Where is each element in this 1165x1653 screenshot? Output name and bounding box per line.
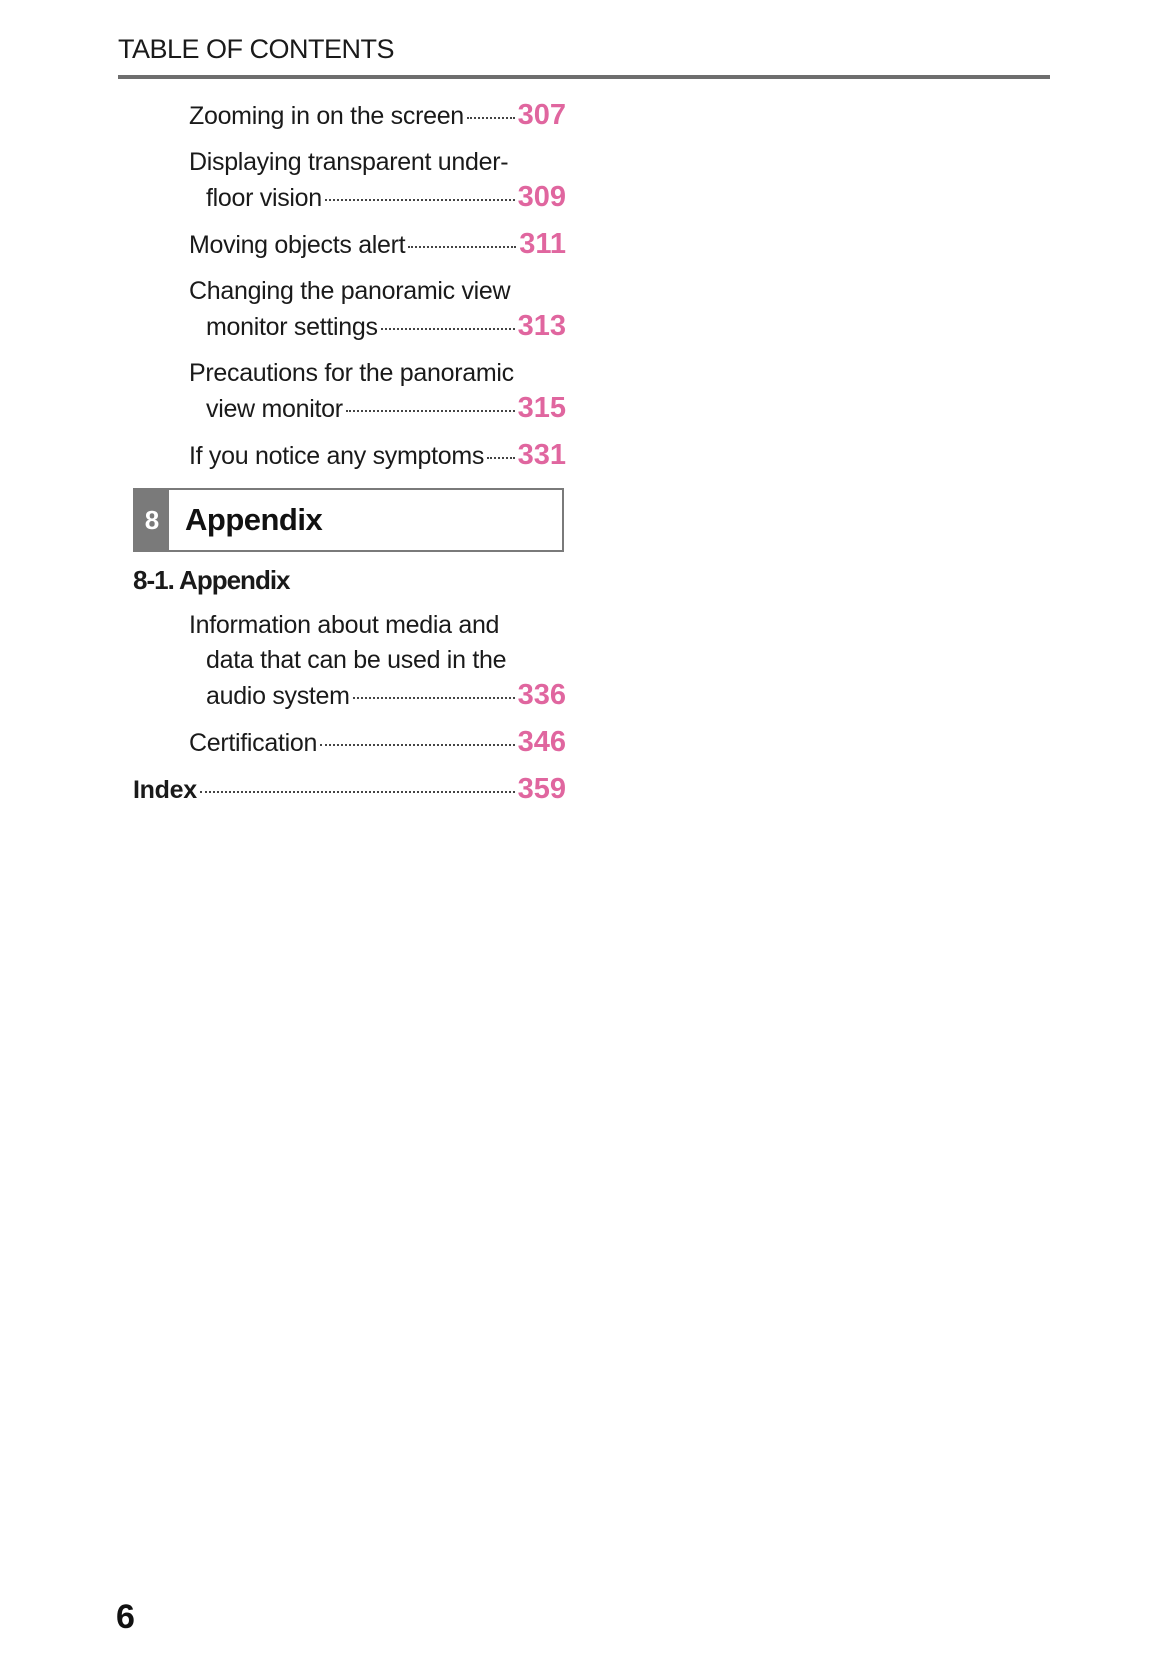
dot-leader [487, 457, 515, 459]
chapter-title: Appendix [185, 502, 323, 537]
toc-entry-label: Precautions for the panoramic [189, 359, 514, 387]
toc-entry-transparent-vision[interactable] [118, 145, 566, 216]
table-of-contents [118, 98, 566, 808]
chapter-number-tab: 8 [135, 490, 169, 550]
toc-entry-label: Information about media and [189, 611, 500, 639]
toc-page-number[interactable]: 309 [517, 181, 566, 213]
toc-entry-label: Index [133, 776, 197, 804]
dot-leader [353, 697, 515, 699]
toc-page-number[interactable]: 331 [517, 439, 566, 471]
toc-entry-label: monitor settings [206, 313, 378, 341]
toc-page-number[interactable]: 307 [517, 99, 566, 131]
page-header [118, 32, 1050, 79]
toc-entry-media-info[interactable] [118, 608, 566, 714]
section-heading: 8-1. Appendix [133, 565, 290, 595]
toc-entry-label: view monitor [206, 395, 343, 423]
toc-entry-index[interactable] [118, 772, 566, 808]
toc-entry-label: Changing the panoramic view [189, 277, 511, 305]
toc-page-number[interactable]: 311 [519, 228, 566, 260]
dot-leader [346, 410, 515, 412]
dot-leader [381, 328, 515, 330]
dot-leader [467, 117, 515, 119]
toc-entry-label: audio system [206, 682, 350, 710]
toc-entry-label: Certification [189, 729, 318, 757]
header-title: TABLE OF CONTENTS [118, 34, 395, 64]
dot-leader [200, 791, 515, 793]
toc-entry-precautions[interactable] [118, 356, 566, 427]
header-rule [118, 75, 1050, 79]
toc-page-number[interactable]: 336 [517, 679, 566, 711]
toc-entry-label: If you notice any symptoms [189, 442, 485, 470]
toc-entry-symptoms[interactable] [118, 438, 566, 474]
page-number: 6 [116, 1598, 135, 1636]
toc-entry-monitor-settings[interactable] [118, 274, 566, 345]
toc-entry-label: floor vision [206, 184, 322, 212]
toc-page-number[interactable]: 315 [517, 392, 566, 424]
toc-entry-moving-objects[interactable] [118, 227, 566, 263]
dot-leader [320, 744, 515, 746]
toc-entry-label: data that can be used in the [206, 646, 507, 674]
toc-entry-zooming[interactable] [118, 98, 566, 134]
toc-entry-label: Moving objects alert [189, 231, 406, 259]
chapter-heading[interactable] [133, 488, 564, 552]
toc-page-number[interactable]: 313 [517, 310, 566, 342]
dot-leader [325, 199, 515, 201]
toc-entry-certification[interactable] [118, 725, 566, 761]
toc-entry-label: Zooming in on the screen [189, 102, 464, 130]
dot-leader [408, 246, 516, 248]
toc-page-number[interactable]: 359 [517, 773, 566, 805]
toc-entry-label: Displaying transparent under- [189, 148, 509, 176]
toc-page-number[interactable]: 346 [517, 726, 566, 758]
